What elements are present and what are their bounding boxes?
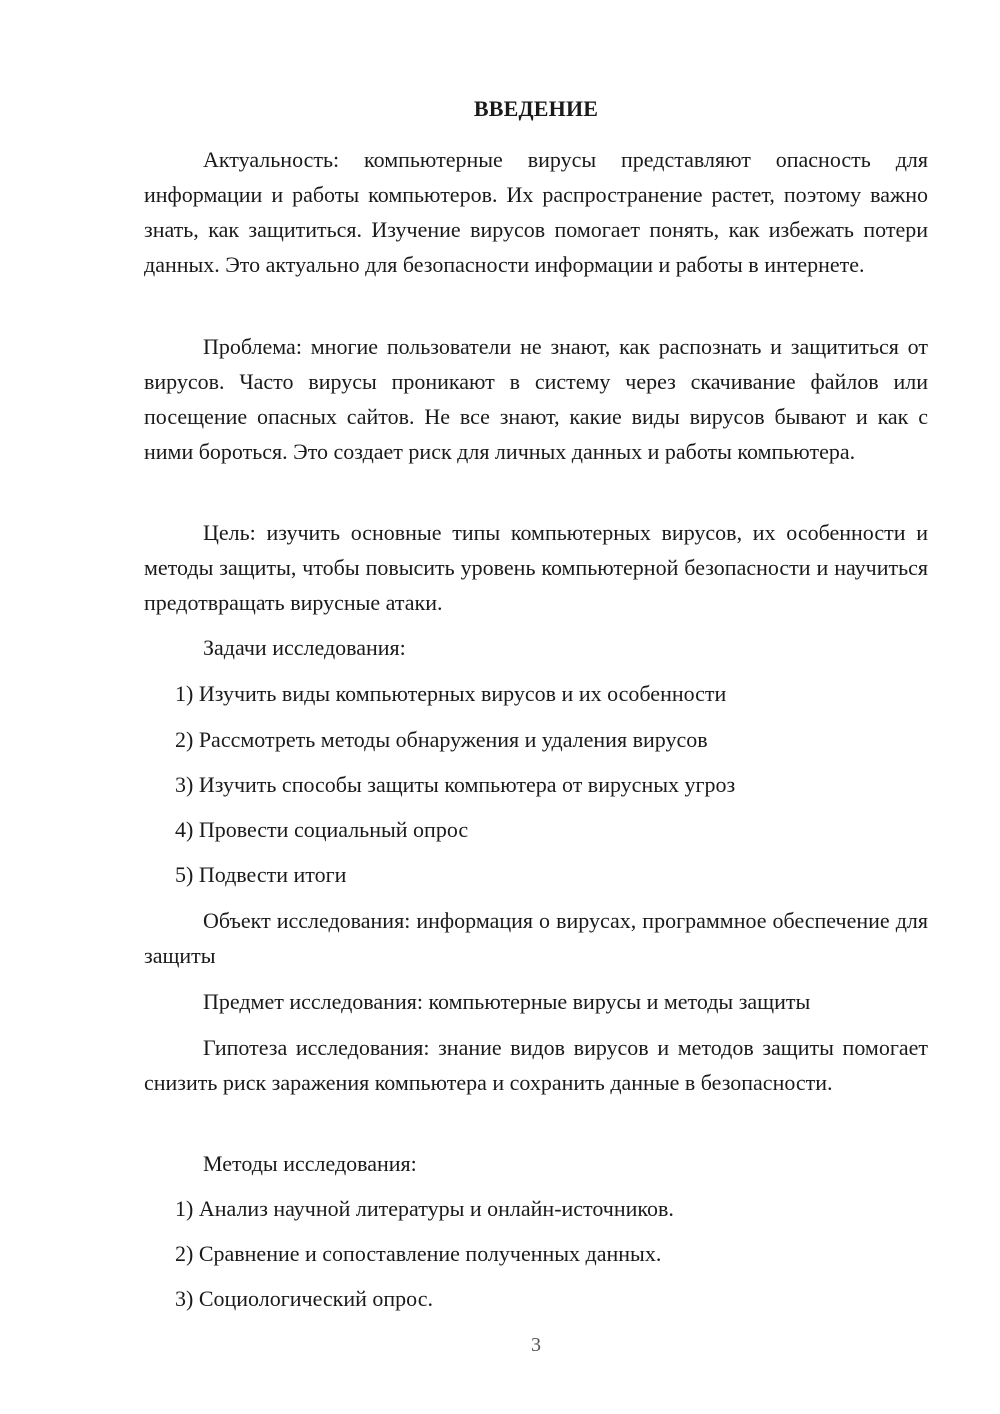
list-item: 5) Подвести итоги bbox=[175, 862, 347, 887]
list-item: 1) Анализ научной литературы и онлайн-источников. bbox=[175, 1196, 674, 1221]
list-item: 1) Изучить виды компьютерных вирусов и их особенности bbox=[175, 681, 727, 706]
relevance-paragraph: Актуальность: компьютерные вирусы представляют опасность для информации и работы компьютеров. Их распространение растет, поэтому важно знать, как защититься. Изучение вирусов помогает понять, как избежать потери данных. Это актуально для безопасности информации и работы в интернете. bbox=[144, 147, 928, 277]
list-item: 3) Изучить способы защиты компьютера от вирусных угроз bbox=[175, 772, 736, 797]
goal-paragraph: Цель: изучить основные типы компьютерных вирусов, их особенности и методы защиты, чтобы повысить уровень компьютерной безопасности и научиться предотвращать вирусные атаки. bbox=[144, 520, 928, 615]
list-item: 2) Рассмотреть методы обнаружения и удаления вирусов bbox=[175, 727, 708, 752]
hypothesis-paragraph: Гипотеза исследования: знание видов вирусов и методов защиты помогает снизить риск заражения компьютера и сохранить данные в безопасности. bbox=[144, 1035, 928, 1095]
object-paragraph: Объект исследования: информация о вирусах, программное обеспечение для защиты bbox=[144, 908, 928, 968]
methods-title: Методы исследования: bbox=[203, 1151, 417, 1176]
subject-paragraph: Предмет исследования: компьютерные вирусы и методы защиты bbox=[203, 989, 811, 1014]
page-number: 3 bbox=[531, 1334, 541, 1356]
page-title: ВВЕДЕНИЕ bbox=[473, 96, 599, 121]
tasks-title: Задачи исследования: bbox=[203, 635, 406, 660]
list-item: 2) Сравнение и сопоставление полученных данных. bbox=[175, 1241, 662, 1266]
list-item: 4) Провести социальный опрос bbox=[175, 817, 469, 842]
list-item: 3) Социологический опрос. bbox=[175, 1286, 433, 1311]
problem-paragraph: Проблема: многие пользователи не знают, как распознать и защититься от вирусов. Часто вирусы проникают в систему через скачивание файлов или посещение опасных сайтов. Не все знают, какие виды вирусов бывают и как с ними бороться. Это создает риск для личных данных и работы компьютера. bbox=[144, 334, 928, 464]
